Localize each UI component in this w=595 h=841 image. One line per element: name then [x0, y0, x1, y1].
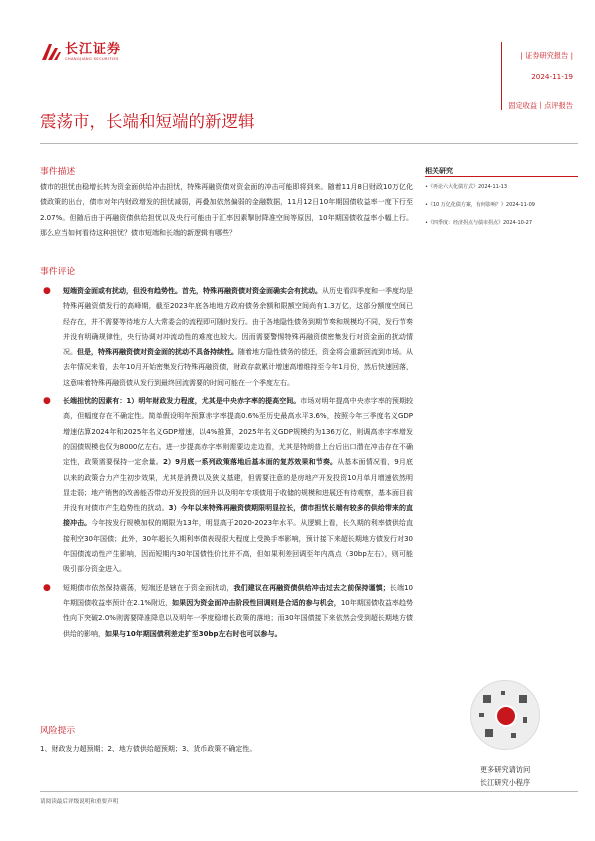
comment-bullets: [43, 284, 414, 645]
related-research-rule: [425, 176, 578, 177]
bullet-2-text2: 从基本面情况看，9月底以来的政策合力产生初步效果，尤其是消费以及狭义基建，但需要注意的是房地产开发投资10月单月增速依然明显走弱；地产销售的改善能否带动开发投资的回升以及明年专项债用于收储的规模和进展还有待观察，基本面目前并没有对债市产生趋势性的扰动。: [63, 458, 413, 513]
report-tag: | 证券研究报告 |: [520, 51, 573, 60]
footer-rule: [40, 791, 578, 792]
bullet-3-bold: 我们建议在再融资债供给冲击过去之前保持谨慎；: [233, 583, 390, 592]
qr-module: [483, 695, 491, 703]
bullet-item: [43, 394, 414, 578]
bullet-1-text2: 随着地方隐性债务的偿还，资金将会重新回流到市场。从去年情况来看，去年10月开始密集发行特殊再融资债，财政存款累计增速高增维持至今年1月份，然后快速回落，这意味着特殊再融资债从发行到最终回流需要的时间可能在一个季度左右。: [63, 348, 413, 387]
bullet-2-bold: 长端担忧的因素有：1）明年财政发力程度，尤其是中央赤字率的提高空间。: [63, 397, 301, 406]
bullet-3-text3: 10年期国债收益率趋势性向下突破2.0%则需要降准降息以及明年一季度稳增长政策的落地；而30年国债接下来依然会受到超长期地方债供给的影响，: [63, 598, 413, 638]
qr-code-icon[interactable]: [470, 680, 540, 750]
report-category: 固定收益丨点评报告: [508, 101, 573, 110]
page-title: 震荡市，长端和短端的新逻辑: [40, 112, 255, 131]
bullet-dot-icon: ●: [43, 286, 51, 296]
section-event-description: 事件描述: [40, 167, 76, 177]
bullet-item: [43, 581, 414, 642]
related-research-link[interactable]: •《再论六大化债方式》2024-11-13: [425, 184, 508, 190]
company-logo: [40, 42, 121, 62]
bullet-item: [43, 284, 413, 391]
bullet-dot-icon: ●: [43, 582, 51, 593]
qr-caption-line1: 更多研究请访问: [479, 765, 531, 774]
bullet-2-text: 市场对明年提高中央赤字率的预期较高，但幅度存在不确定性。简单假设明年预算赤字率提高0.6%至历史最高水平3.6%，按照今年三季度名义GDP增速估算2024年和2025年名义GDP增速，以4%推算，2025年名义GDP规模约为136万亿，则调高赤字率增发的国债规模也仅为8000亿左右。进一步提高赤字率则需要边走边看，尤其是特朗普上台后出口潜在冲击存在不确定性，政策需要保持一定余量。: [63, 397, 414, 467]
bullet-1-text: 从历史看四季度和一季度均是特殊再融资债发行的高峰期，截至2023年底各地地方政府债务余额和限额空间尚有1.3万亿，这部分额度空间已经存在，并不需要等待地方人大常委会的流程即可随时发行。由于各地隐性债务到期节奏和规模均不同，发行节奏并没有明确规律性，央行协调对冲流动性的难度也较大。因而需要警惕特殊再融资债密集发行对资金面的扰动情况。: [63, 287, 413, 357]
related-research-heading: 相关研究: [425, 167, 453, 175]
bullet-3-text2: 长端10年期国债收益率预计在2.1%附近，: [63, 583, 414, 607]
related-research-link[interactable]: •《10 万亿化债方案，有何影响？》2024-11-09: [425, 202, 535, 208]
bullet-dot-icon: ●: [43, 396, 51, 407]
bullet-2-bold2: 2）9月底一系列政策落地后基本面的复苏效果和节奏。: [162, 458, 338, 467]
risk-text: 1、财政发力超预期；2、地方债供给超预期；3、货币政策不确定性。: [40, 745, 257, 753]
qr-module: [485, 729, 493, 737]
section-event-comment: 事件评论: [40, 267, 76, 277]
logo-text-en: CHANGJIANG SECURITIES: [65, 56, 119, 61]
qr-module: [479, 713, 484, 717]
event-description-text: 债市的担忧由稳增长转为资金面供给冲击担忧，特殊再融资债对资金面的冲击可能即将到来。随着11月8日财政10万亿化债政策的出台，债市对年内财政增发的担忧减弱，再叠加依然偏弱的金融数据，11月12日10年期国债收益率一度下行至2.07%。但随后由于再融资债供给担忧以及央行可能由于汇率因素掣肘降准空间等原因，10年期国债收益率小幅上行。那么应当如何看待这种担忧？债市短端和长端的新逻辑有哪些？: [40, 183, 413, 237]
bullet-1-bold2: 但是，特殊再融资债对资金面的扰动不具备持续性。: [77, 348, 238, 357]
bullet-3-bold2: 如果因为资金面冲击阶段性回调则是合适的参与机会，: [172, 598, 341, 607]
logo-mark-icon: [40, 42, 62, 62]
bullet-2-bold3: 3）今年以来特殊再融资债期限明显拉长，债市担忧长端有较多的供给带来的直接冲击。: [63, 504, 414, 528]
qr-module: [511, 733, 516, 738]
footer-disclaimer: 请阅读最后评级说明和重要声明: [40, 799, 119, 805]
logo-text-cn: 长江证券: [65, 41, 122, 57]
qr-caption-line2: 长江研究小程序: [479, 778, 531, 787]
related-research-link[interactable]: •《四季度：经济拐点与债市拐点》2024-10-27: [425, 220, 533, 226]
qr-module: [523, 717, 527, 723]
bullet-2-text3: 今年按发行规模加权的期限为13年，明显高于2020-2023年水平。从逻辑上看，长久期的利率债供给直接利空30年国债；此外，30年超长久期利率债表现很大程度上受换手率影响，预计接下来超长期地方债发行对30年国债流动性产生影响，因而短期内30年国债性价比并不高，但如果利差回调至年内高点（30bp左右），则可能吸引部分资金进入。: [63, 519, 414, 574]
qr-module: [519, 695, 527, 703]
qr-center-logo-icon: [495, 705, 517, 727]
report-date: 2024-11-19: [531, 72, 573, 81]
bullet-1-bold: 短端资金面或有扰动，但没有趋势性。首先，特殊再融资债对资金面确实会有扰动。: [63, 287, 322, 295]
qr-module: [501, 691, 505, 695]
title-rule: [40, 143, 578, 144]
bullet-3-bold3: 如果与10年期国债利差走扩至30bp左右时也可以参与。: [105, 629, 282, 638]
related-research-list: [425, 184, 585, 238]
section-risk: 风险提示: [40, 726, 76, 736]
bullet-3-text: 短期债市依然保持震荡，短端还是辖在于资金面扰动，: [63, 583, 234, 592]
